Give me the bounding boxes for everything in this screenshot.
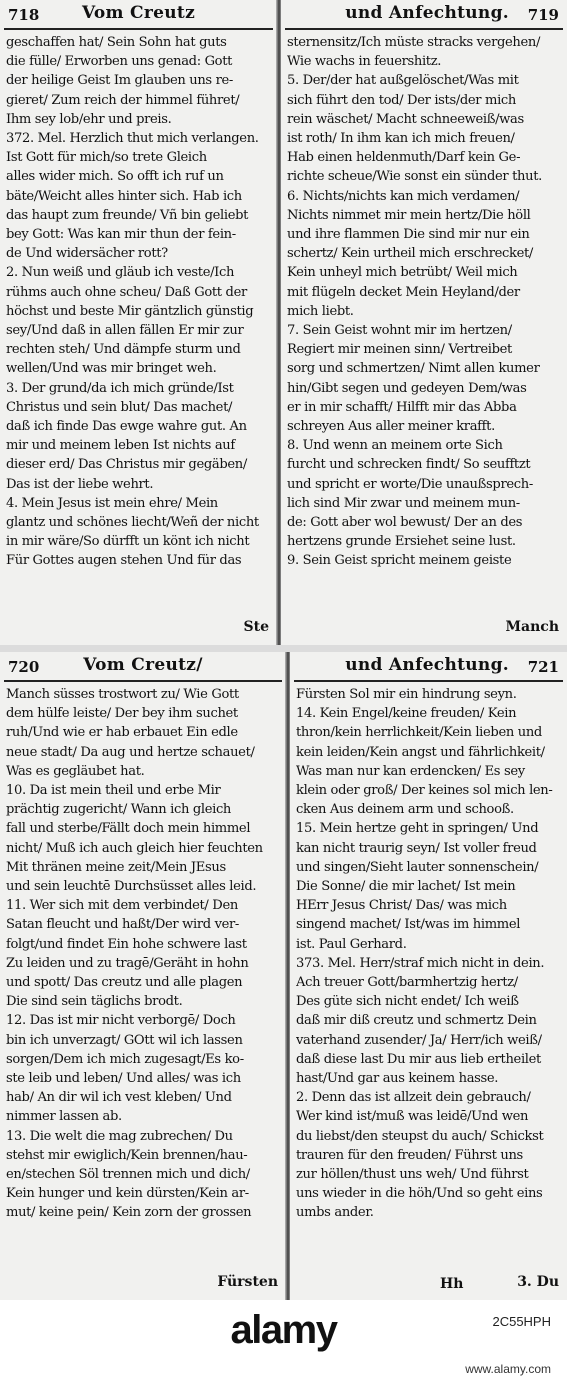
text-line: 2. Denn das ist allzeit dein gebrauch/ bbox=[296, 1090, 531, 1106]
text-line: Des güte sich nicht endet/ Ich weiß bbox=[296, 994, 519, 1010]
text-line: Christus und sein blut/ Das machet/ bbox=[6, 399, 233, 415]
signature-mark: Hh bbox=[440, 1276, 464, 1292]
text-line: Mit thränen meine zeit/Mein JEsus bbox=[6, 859, 226, 875]
text-line: 373. Mel. Herr/straf mich nicht in dein. bbox=[296, 955, 545, 971]
text-line: dem hülfe leiste/ Der bey ihm suchet bbox=[6, 706, 238, 722]
text-line: das haupt zum freunde/ Vñ bin geliebt bbox=[6, 207, 249, 223]
catchword: Manch bbox=[505, 619, 559, 635]
text-line: ruh/Und wie er hab erbauet Ein edle bbox=[6, 725, 238, 741]
text-line: 372. Mel. Herzlich thut mich verlangen. bbox=[6, 131, 259, 147]
text-line: 12. Das ist mir nicht verborgē/ Doch bbox=[6, 1013, 236, 1029]
text-line: umbs ander. bbox=[296, 1205, 374, 1221]
text-line: Ist Gott für mich/so trete Gleich bbox=[6, 150, 207, 166]
text-line: Ach treuer Gott/barmhertzig hertz/ bbox=[296, 975, 518, 991]
page-number: 720 bbox=[8, 658, 40, 676]
text-line: glantz und schönes liecht/Weñ der nicht bbox=[6, 515, 259, 531]
text-line: mit flügeln decket Mein Heyland/der bbox=[287, 284, 520, 300]
page-720 bbox=[0, 652, 286, 1300]
text-line: Was man nur kan erdencken/ Es sey bbox=[296, 763, 525, 779]
text-line: Die sind sein täglichs brodt. bbox=[6, 994, 183, 1010]
text-line: Das ist der liebe wehrt. bbox=[6, 476, 154, 492]
text-line: sich führt den tod/ Der ists/der mich bbox=[287, 92, 516, 108]
image-id: 2C55HPH bbox=[492, 1314, 551, 1329]
text-line: Für Gottes augen stehen Und für das bbox=[6, 553, 242, 569]
text-line: mut/ keine pein/ Kein zorn der grossen bbox=[6, 1205, 252, 1221]
page-header bbox=[296, 654, 561, 680]
text-line: rein wäschet/ Macht schneeweiß/was bbox=[287, 111, 524, 127]
text-line: in mir wäre/So dürfft un könt ich nicht bbox=[6, 534, 250, 550]
text-line: Ihm sey lob/ehr und preis. bbox=[6, 111, 172, 127]
text-line: wellen/Und was mir bringet weh. bbox=[6, 361, 217, 377]
text-line: und singen/Sieht lauter sonnenschein/ bbox=[296, 859, 539, 875]
text-line: sorgen/Dem ich mich zugesagt/Es ko- bbox=[6, 1051, 244, 1067]
text-line: daß mir diß creutz und schmertz Dein bbox=[296, 1013, 537, 1029]
text-line: Regiert mir meinen sinn/ Vertreibet bbox=[287, 342, 512, 358]
text-line: sorg und schmertzen/ Nimt allen kumer bbox=[287, 361, 540, 377]
text-line: Wer kind ist/muß was leidē/Und wen bbox=[296, 1109, 529, 1125]
text-line: thron/kein herrlichkeit/Kein lieben und bbox=[296, 725, 542, 741]
watermark-url: www.alamy.com bbox=[465, 1362, 551, 1376]
page-text bbox=[6, 685, 280, 1223]
page-text bbox=[6, 33, 271, 571]
text-line: Zu leiden und zu tragē/Geräht in hohn bbox=[6, 955, 249, 971]
catchword: Ste bbox=[243, 619, 269, 635]
running-head: Vom Creutz/ bbox=[83, 655, 203, 675]
text-line: stehst mir ewiglich/Kein brennen/hau- bbox=[6, 1147, 248, 1163]
page-number: 719 bbox=[527, 6, 559, 24]
text-line: bey Gott: Was kan mir thun der fein- bbox=[6, 227, 236, 243]
text-line: singend machet/ Ist/was im himmel bbox=[296, 917, 521, 933]
text-line: hast/Und gar aus keinem hasse. bbox=[296, 1071, 499, 1087]
header-rule bbox=[4, 28, 273, 30]
page-718 bbox=[0, 0, 277, 645]
page-text bbox=[296, 685, 561, 1223]
text-line: cken Aus deinem arm und schooß. bbox=[296, 802, 514, 818]
page-number: 721 bbox=[527, 658, 559, 676]
text-line: schertz/ Kein urtheil mich erschrecket/ bbox=[287, 246, 533, 262]
text-line: Kein unheyl mich betrübt/ Weil mich bbox=[287, 265, 518, 281]
text-line: ist roth/ In ihm kan ich mich freuen/ bbox=[287, 131, 515, 147]
text-line: uns wieder in die höh/Und so geht eins bbox=[296, 1186, 543, 1202]
text-line: 14. Kein Engel/keine freuden/ Kein bbox=[296, 706, 517, 722]
text-line: HErr Jesus Christ/ Das/ was mich bbox=[296, 898, 507, 914]
text-line: kein leiden/Kein angst und fährlichkeit/ bbox=[296, 744, 545, 760]
text-line: der heilige Geist Im glauben uns re- bbox=[6, 73, 233, 89]
text-line: fall und sterbe/Fällt doch mein himmel bbox=[6, 821, 251, 837]
catchword: 3. Du bbox=[517, 1274, 559, 1290]
text-line: Satan fleucht und haßt/Der wird ver- bbox=[6, 917, 240, 933]
text-line: mich liebt. bbox=[287, 303, 354, 319]
running-head: und Anfechtung. bbox=[345, 3, 509, 23]
text-line: trauren für den freuden/ Führst uns bbox=[296, 1147, 523, 1163]
catchword: Fürsten bbox=[217, 1274, 278, 1290]
text-line: 10. Da ist mein theil und erbe Mir bbox=[6, 783, 221, 799]
text-line: Hab einen heldenmuth/Darf kein Ge- bbox=[287, 150, 521, 166]
text-line: gieret/ Zum reich der himmel führet/ bbox=[6, 92, 240, 108]
page-header bbox=[6, 654, 280, 680]
text-line: 5. Der/der hat außgelöschet/Was mit bbox=[287, 73, 519, 89]
text-line: hertzens grunde Ersiehet seine lust. bbox=[287, 534, 516, 550]
text-line: 3. Der grund/da ich mich gründe/Ist bbox=[6, 380, 234, 396]
alamy-logo: alamy bbox=[230, 1308, 337, 1352]
text-line: nimmer lassen ab. bbox=[6, 1109, 122, 1125]
text-line: und sein leuchtē Durchsüsset alles leid. bbox=[6, 879, 257, 895]
text-line: hab/ An dir wil ich vest kleben/ Und bbox=[6, 1090, 232, 1106]
watermark-bar bbox=[0, 1300, 567, 1390]
text-line: bäte/Weicht alles hinter sich. Hab ich bbox=[6, 188, 242, 204]
page-number: 718 bbox=[8, 6, 40, 24]
text-line: höchst und beste Mir gäntzlich günstig bbox=[6, 303, 254, 319]
text-line: und spricht er worte/Die unaußsprech- bbox=[287, 476, 533, 492]
text-line: und ihre flammen Die sind mir nur ein bbox=[287, 227, 530, 243]
header-rule bbox=[4, 680, 282, 682]
text-line: sey/Und daß in allen fällen Er mir zur bbox=[6, 323, 244, 339]
text-line: die fülle/ Erworben uns genad: Gott bbox=[6, 54, 233, 70]
text-line: lich sind Mir zwar und meinem mun- bbox=[287, 495, 520, 511]
page-text bbox=[287, 33, 561, 571]
text-line: Die Sonne/ die mir lachet/ Ist mein bbox=[296, 879, 516, 895]
text-line: 9. Sein Geist spricht meinem geiste bbox=[287, 553, 512, 569]
text-line: nicht/ Muß ich auch gleich hier feuchten bbox=[6, 840, 263, 856]
text-line: und spott/ Das creutz und alle plagen bbox=[6, 975, 243, 991]
text-line: 8. Und wenn an meinem orte Sich bbox=[287, 438, 503, 454]
page-719 bbox=[281, 0, 567, 645]
text-line: ist. Paul Gerhard. bbox=[296, 936, 407, 952]
text-line: Fürsten Sol mir ein hindrung seyn. bbox=[296, 687, 517, 702]
text-line: de: Gott aber wol bewust/ Der an des bbox=[287, 515, 523, 531]
text-line: schreyen Aus aller meiner krafft. bbox=[287, 419, 495, 435]
text-line: zur höllen/thust uns weh/ Und führst bbox=[296, 1167, 529, 1183]
text-line: furcht und schrecken findt/ So seufftzt bbox=[287, 457, 531, 473]
text-line: Kein hunger und kein dürsten/Kein ar- bbox=[6, 1186, 249, 1202]
text-line: hin/Gibt segen und gedeyen Dem/was bbox=[287, 380, 527, 396]
text-line: 2. Nun weiß und gläub ich veste/Ich bbox=[6, 265, 235, 281]
page-721 bbox=[290, 652, 567, 1300]
text-line: Manch süsses trostwort zu/ Wie Gott bbox=[6, 687, 239, 702]
header-rule bbox=[285, 28, 563, 30]
text-line: du liebst/den steupst du auch/ Schickst bbox=[296, 1128, 544, 1144]
text-line: vaterhand zusender/ Ja/ Herr/ich weiß/ bbox=[296, 1032, 542, 1048]
text-line: sternensitz/Ich müste stracks vergehen/ bbox=[287, 35, 541, 50]
text-line: Nichts nimmet mir mein hertz/Die höll bbox=[287, 207, 531, 223]
page-gap bbox=[0, 645, 567, 652]
header-rule bbox=[294, 680, 563, 682]
text-line: 6. Nichts/nichts kan mich verdamen/ bbox=[287, 188, 520, 204]
page-header bbox=[287, 2, 561, 28]
text-line: rechten steh/ Und dämpfe sturm und bbox=[6, 342, 241, 358]
text-line: 7. Sein Geist wohnt mir im hertzen/ bbox=[287, 323, 512, 339]
text-line: en/stechen Söl trennen mich und dich/ bbox=[6, 1167, 250, 1183]
text-line: ste leib und leben/ Und alles/ was ich bbox=[6, 1071, 241, 1087]
text-line: mir und meinem leben Ist nichts auf bbox=[6, 438, 235, 454]
page-header bbox=[6, 2, 271, 28]
running-head: Vom Creutz bbox=[81, 3, 196, 23]
text-line: kan nicht traurig seyn/ Ist voller freud bbox=[296, 840, 537, 856]
running-head: und Anfechtung. bbox=[345, 655, 509, 675]
text-line: neue stadt/ Da aug und hertze schauet/ bbox=[6, 744, 255, 760]
text-line: geschaffen hat/ Sein Sohn hat guts bbox=[6, 35, 227, 50]
text-line: richte scheue/Wie sonst ein sünder thut. bbox=[287, 169, 542, 185]
text-line: er in mir schafft/ Hilfft mir das Abba bbox=[287, 399, 517, 415]
text-line: rühms auch ohne scheu/ Daß Gott der bbox=[6, 284, 247, 300]
text-line: daß ich finde Das ewge wahre gut. An bbox=[6, 419, 247, 435]
text-line: de Und widersächer rott? bbox=[6, 246, 168, 262]
text-line: 11. Wer sich mit dem verbindet/ Den bbox=[6, 898, 238, 914]
text-line: alles wider mich. So offt ich ruf un bbox=[6, 169, 224, 185]
text-line: bin ich unverzagt/ GOtt wil ich lassen bbox=[6, 1032, 243, 1048]
text-line: folgt/und findet Ein hohe schwere last bbox=[6, 936, 247, 952]
text-line: 4. Mein Jesus ist mein ehre/ Mein bbox=[6, 495, 218, 511]
text-line: prächtig zugericht/ Wann ich gleich bbox=[6, 802, 232, 818]
text-line: 13. Die welt die mag zubrechen/ Du bbox=[6, 1128, 233, 1144]
text-line: Was es gegläubet hat. bbox=[6, 763, 145, 779]
text-line: 15. Mein hertze geht in springen/ Und bbox=[296, 821, 539, 837]
text-line: dieser erd/ Das Christus mir gegäben/ bbox=[6, 457, 247, 473]
text-line: klein oder groß/ Der keines sol mich len- bbox=[296, 783, 553, 799]
text-line: Wie wachs in feuershitz. bbox=[287, 54, 442, 70]
text-line: daß diese last Du mir aus lieb ertheilet bbox=[296, 1051, 541, 1067]
